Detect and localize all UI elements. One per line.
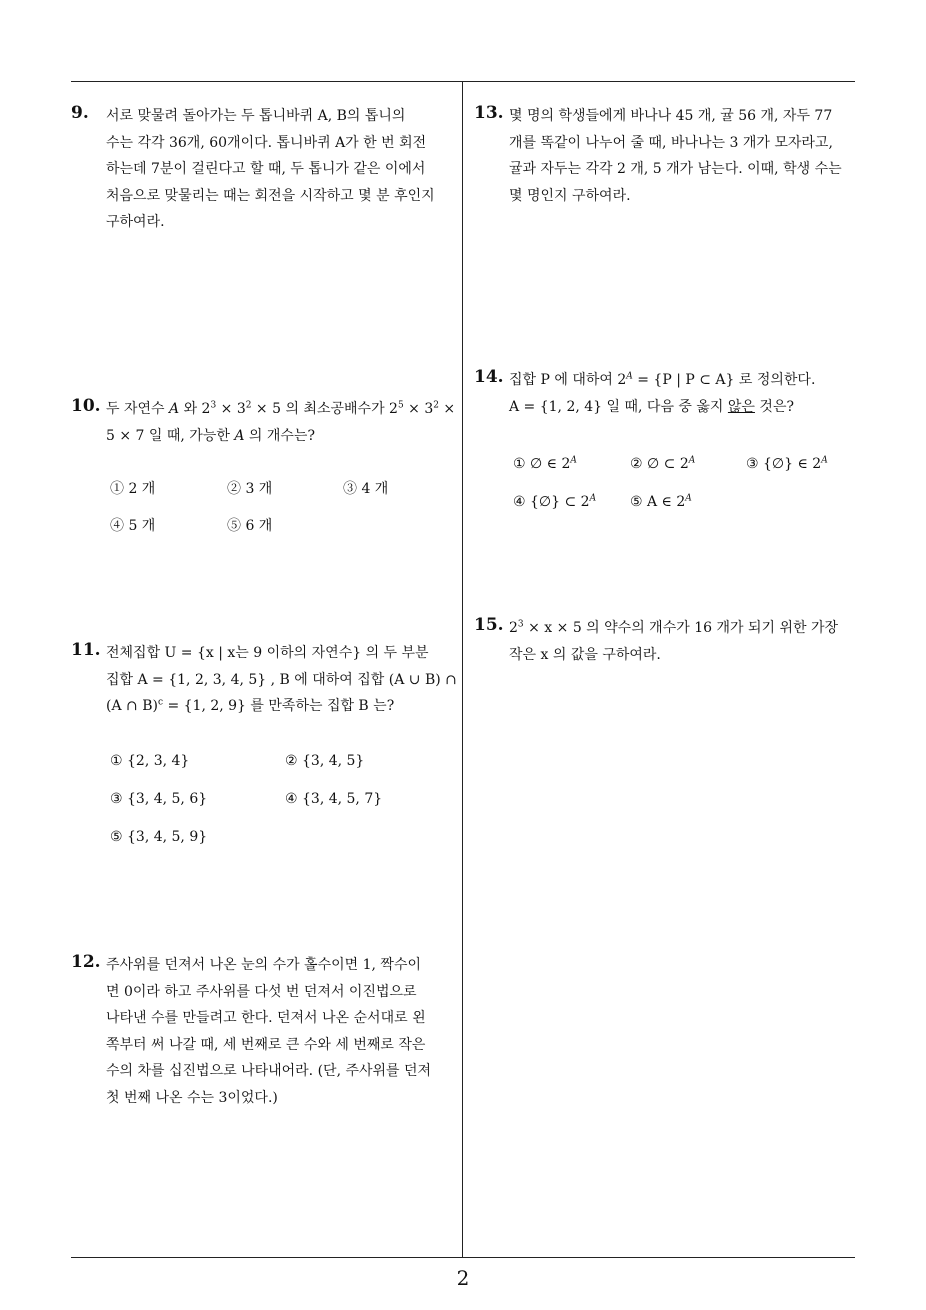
problem-12-line: 주사위를 던져서 나온 눈의 수가 홀수이면 1, 짝수이 xyxy=(106,957,421,973)
exponent: A xyxy=(570,455,577,466)
choice-5[interactable]: ⑤ 6 개 xyxy=(227,518,273,534)
text-span: 2 xyxy=(509,620,518,636)
problem-9-line: 처음으로 맞물리는 때는 회전을 시작하고 몇 분 후인지 xyxy=(106,187,435,204)
text-span: 의 개수는? xyxy=(244,427,315,444)
text-span: 5 × 7 일 때, 가능한 xyxy=(106,427,235,444)
text-span: A = {1, 2, 4} 일 때, 다음 중 옳지 xyxy=(509,398,728,415)
problem-12-line: 면 0이라 하고 주사위를 다섯 번 던져서 이진법으로 xyxy=(106,983,417,1000)
problem-14-line-1 xyxy=(509,367,858,394)
choice-4[interactable]: ④ {3, 4, 5, 7} xyxy=(285,791,383,807)
problem-10-line-1 xyxy=(106,396,461,423)
text-span: 집합 P 에 대하여 2 xyxy=(509,372,627,388)
choice-2[interactable]: ② {3, 4, 5} xyxy=(285,753,365,769)
problem-14-line-2 xyxy=(509,394,858,421)
problem-10-text xyxy=(106,396,461,449)
text-span: ③ {∅} ∈ 2 xyxy=(746,456,822,472)
problem-9-number: 9. xyxy=(71,103,89,123)
problem-9-line: 서로 맞물려 돌아가는 두 톱니바퀴 A, B의 톱니의 xyxy=(106,108,406,124)
problem-13-number: 13. xyxy=(474,103,504,123)
problem-12-line: 쪽부터 써 나갈 때, 세 번째로 큰 수와 세 번째로 작은 xyxy=(106,1036,426,1053)
exponent: 3 xyxy=(517,619,524,630)
choice-1[interactable]: ① {2, 3, 4} xyxy=(110,753,190,769)
text-span: = {1, 2, 9} 를 만족하는 집합 B 는? xyxy=(163,698,395,714)
problem-13 xyxy=(474,103,858,209)
exponent: A xyxy=(626,371,633,382)
problem-11-number: 11. xyxy=(71,640,101,660)
exponent: 3 xyxy=(210,400,217,411)
text-span: (A ∩ B) xyxy=(106,698,158,714)
problem-15-line-2: 작은 x 의 값을 구하여라. xyxy=(509,646,661,663)
problem-13-text xyxy=(509,103,858,209)
problem-13-line: 개를 똑같이 나누어 줄 때, 바나나는 3 개가 모자라고, xyxy=(509,134,833,151)
exponent: 5 xyxy=(397,400,404,411)
text-span: ④ {∅} ⊂ 2 xyxy=(513,494,590,510)
problem-12-number: 12. xyxy=(71,952,101,972)
problem-15-number: 15. xyxy=(474,615,504,635)
problem-14-text xyxy=(509,367,858,420)
problem-14 xyxy=(474,367,858,420)
text-span: × 5 의 최소공배수가 2 xyxy=(251,401,398,417)
choice-3[interactable] xyxy=(746,456,828,472)
choice-4[interactable]: ④ 5 개 xyxy=(110,518,156,534)
exponent: 2 xyxy=(245,400,252,411)
problem-9 xyxy=(71,103,461,236)
problem-9-line: 수는 각각 36개, 60개이다. 톱니바퀴 A가 한 번 회전 xyxy=(106,134,427,151)
problem-11-line-3 xyxy=(106,693,461,720)
problem-10-line-2 xyxy=(106,423,461,450)
choice-3[interactable]: ③ 4 개 xyxy=(343,481,389,497)
text-span: × 3 xyxy=(216,401,246,417)
problem-12-line: 첫 번째 나온 수는 3이었다.) xyxy=(106,1089,278,1106)
problem-11-text xyxy=(106,640,461,720)
text-span: × 3 xyxy=(403,401,434,417)
problem-11-line-1: 전체집합 U = {x | x는 9 이하의 자연수} 의 두 부분 xyxy=(106,645,429,661)
bottom-rule xyxy=(71,1257,855,1258)
problem-9-text xyxy=(106,103,461,236)
choice-5[interactable] xyxy=(630,494,692,510)
text-span: = {P | P ⊂ A} 로 정의한다. xyxy=(632,372,816,388)
problem-10-number: 10. xyxy=(71,396,101,416)
text-span: ② ∅ ⊂ 2 xyxy=(630,456,689,472)
choice-3[interactable]: ③ {3, 4, 5, 6} xyxy=(110,791,208,807)
choice-2[interactable]: ② 3 개 xyxy=(227,481,273,497)
problem-9-line: 구하여라. xyxy=(106,214,165,230)
problem-15-text xyxy=(509,615,858,668)
text-span: ① ∅ ∈ 2 xyxy=(513,456,571,472)
text-span: 것은? xyxy=(754,398,794,415)
top-rule xyxy=(71,81,855,82)
exponent: A xyxy=(589,493,597,504)
choice-5[interactable]: ⑤ {3, 4, 5, 9} xyxy=(110,829,208,845)
problem-15-line-1 xyxy=(509,615,858,642)
exponent: A xyxy=(688,455,696,466)
exponent: 2 xyxy=(433,400,439,411)
text-span: 와 2 xyxy=(179,401,211,417)
problem-13-line: 몇 명의 학생들에게 바나나 45 개, 귤 56 개, 자두 77 xyxy=(509,108,833,124)
text-span: × xyxy=(438,401,456,417)
problem-14-number: 14. xyxy=(474,367,504,387)
text-span: 두 자연수 xyxy=(106,401,169,417)
column-divider xyxy=(462,82,463,1257)
page-number: 2 xyxy=(456,1266,470,1290)
problem-13-line: 몇 명인지 구하여라. xyxy=(509,187,631,204)
problem-12-line: 수의 차를 십진법으로 나타내어라. (단, 주사위를 던져 xyxy=(106,1063,432,1079)
math-var: A xyxy=(169,401,180,417)
exponent: A xyxy=(821,455,828,466)
choice-1[interactable]: ① 2 개 xyxy=(110,481,156,497)
math-var: A xyxy=(234,427,245,444)
text-span: × x × 5 의 약수의 개수가 16 개가 되기 위한 가장 xyxy=(523,620,838,636)
problem-11-line-2: 집합 A = {1, 2, 3, 4, 5} , B 에 대하여 집합 (A ∪ B) ∩ xyxy=(106,671,457,688)
problem-15 xyxy=(474,615,858,668)
problem-10 xyxy=(71,396,461,449)
exponent: c xyxy=(157,697,163,708)
choice-2[interactable] xyxy=(630,456,695,472)
choice-1[interactable] xyxy=(513,456,577,472)
problem-13-line: 귤과 자두는 각각 2 개, 5 개가 남는다. 이때, 학생 수는 xyxy=(509,161,842,177)
problem-11 xyxy=(71,640,461,720)
exponent: A xyxy=(685,493,692,504)
text-span: ⑤ A ∈ 2 xyxy=(630,494,686,510)
underlined-word: 않은 xyxy=(727,398,755,415)
problem-12-text xyxy=(106,952,461,1111)
choice-4[interactable] xyxy=(513,494,596,510)
problem-9-line: 하는데 7분이 걸린다고 할 때, 두 톱니가 같은 이에서 xyxy=(106,161,426,177)
problem-12-line: 나타낸 수를 만들려고 한다. 던져서 나온 순서대로 왼 xyxy=(106,1010,426,1026)
problem-12 xyxy=(71,952,461,1111)
